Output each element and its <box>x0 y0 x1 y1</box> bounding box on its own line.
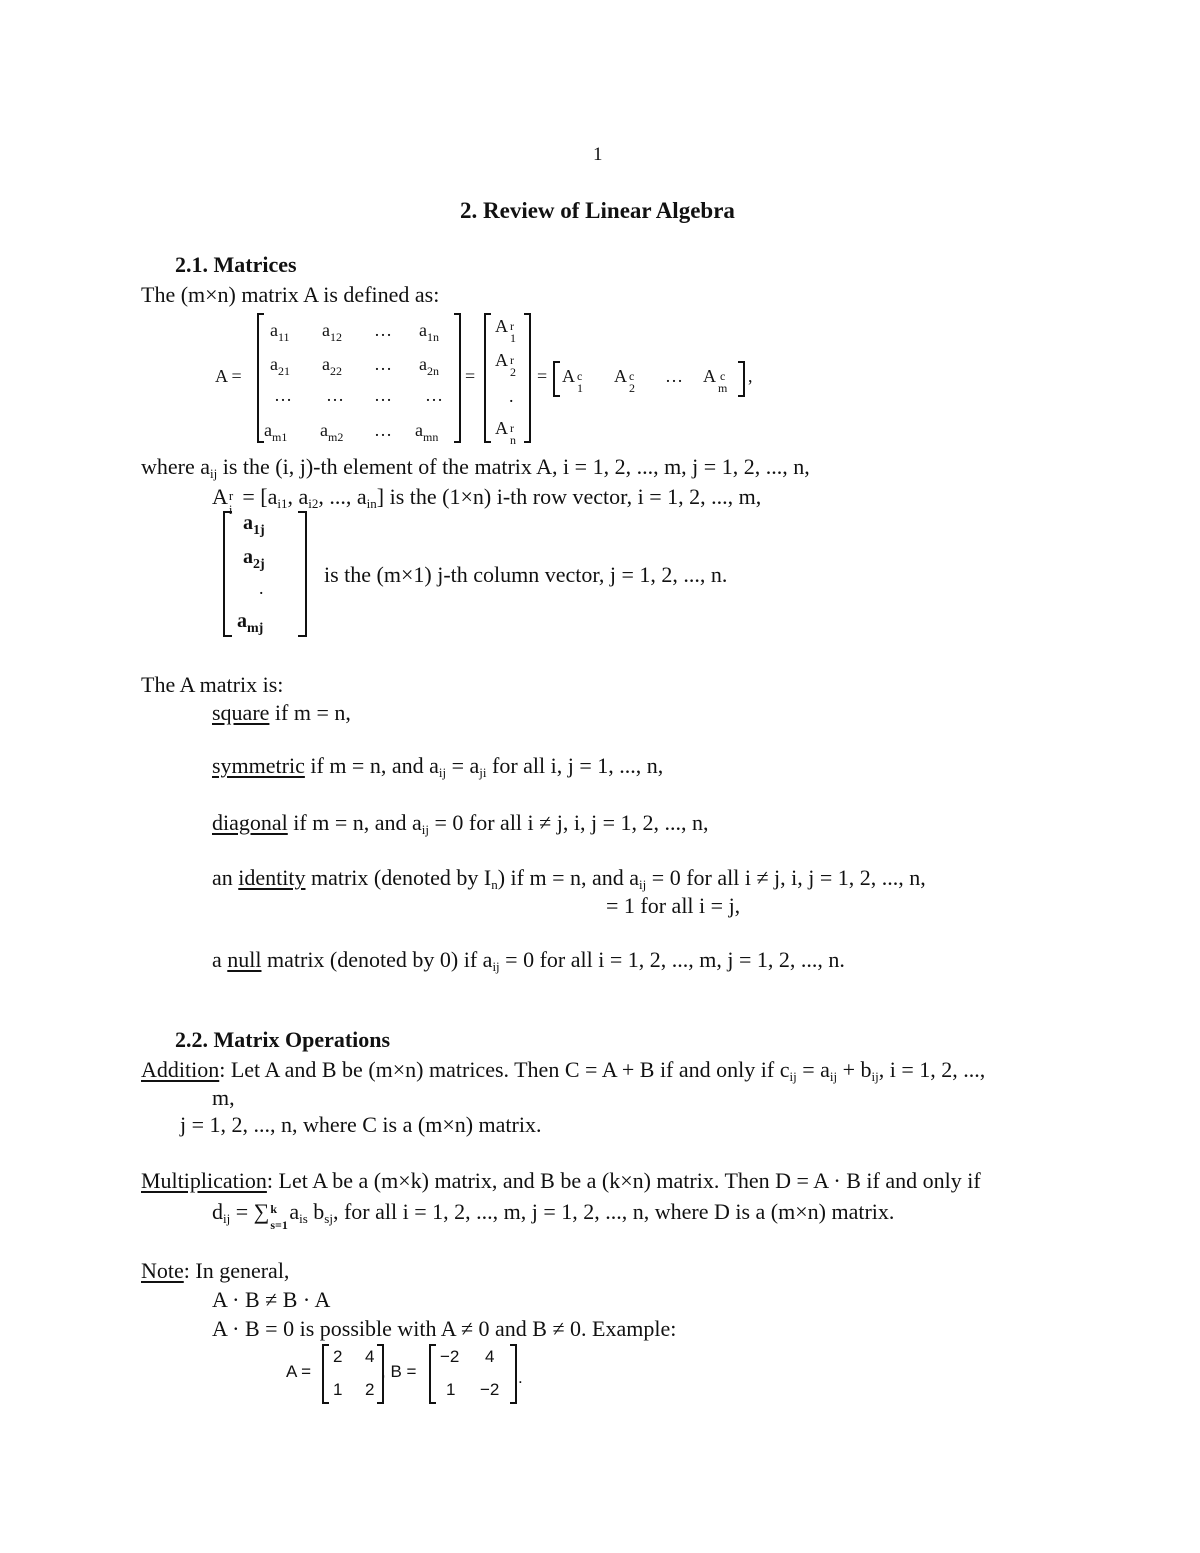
example-b-entry: −2 <box>440 1347 460 1366</box>
example-a-entry: 4 <box>365 1347 375 1366</box>
matrix-entry: $a_{11}$ <box>270 320 290 344</box>
row-stack-right-bracket <box>522 313 532 443</box>
type-identity: an identity matrix (denoted by $I_n$) if m = n, and $a_{ij} = 0$ for all i ≠ j, i, j = 1, 2, ..., n, <box>212 865 926 892</box>
matrix-ellipsis: … <box>425 385 443 405</box>
matrix-ellipsis: … <box>326 385 344 405</box>
matrix-entry: $a_{m1}$ <box>264 420 288 444</box>
addition-line2: m, <box>212 1085 235 1110</box>
example-a-left-bracket <box>321 1344 331 1404</box>
note-line3: A · B = 0 is possible with A ≠ 0 and B ≠ 0. Example: <box>212 1316 677 1341</box>
example-b-entry: 4 <box>485 1347 495 1366</box>
matrix-definition-intro: The (m×n) matrix A is defined as: <box>141 282 440 307</box>
type-diagonal: diagonal if m = n, and $a_{ij} = 0$ for all i ≠ j, i, j = 1, 2, ..., n, <box>212 810 709 837</box>
example-a-label: A = <box>286 1362 312 1381</box>
col-row-left-bracket <box>552 361 562 397</box>
matrix-entry: $a_{2n}$ <box>419 354 439 378</box>
matrix-entry: $a_{22}$ <box>322 354 342 378</box>
matrix-a-right-bracket <box>452 313 462 443</box>
column-vector-m: A c m <box>703 366 728 395</box>
term-square: square <box>212 700 270 725</box>
term-multiplication: Multiplication <box>141 1168 267 1193</box>
colj-entry-1: $a_{1j}$ <box>243 512 265 538</box>
multiplication-formula: $d_{ij}$ = ∑ k s=1 $a_{is}$ $b_{sj}$, for all i = 1, 2, ..., m, j = 1, 2, ..., n, where D is a (m×n) matrix. <box>212 1199 895 1232</box>
term-note: Note <box>141 1258 184 1283</box>
example-b-right-bracket <box>508 1344 518 1404</box>
multiplication-definition: Multiplication: Let A be a (m×k) matrix, and B be a (k×n) matrix. Then D = A · B if and only if <box>141 1168 981 1193</box>
where-line-row-vector: A r i = [$a_{i1}$, $a_{i2}$, ..., $a_{in}$] is the (1×n) i-th row vector, i = 1, 2, ..., m, <box>212 484 762 517</box>
row-vector-1: A r 1 <box>495 316 516 345</box>
row-vector-dot: . <box>509 386 514 406</box>
column-vector-2: A c 2 <box>614 366 635 395</box>
colj-entry-m: $a_{mj}$ <box>237 610 264 636</box>
example-end-period: . <box>518 1368 523 1387</box>
term-symmetric: symmetric <box>212 753 305 778</box>
type-identity-line2: = 1 for all i = j, <box>606 893 741 918</box>
colj-right-bracket <box>296 511 308 637</box>
note-heading: Note: In general, <box>141 1258 290 1283</box>
type-null: a null matrix (denoted by 0) if $a_{ij} = 0$ for all i = 1, 2, ..., m, j = 1, 2, ..., n. <box>212 947 845 974</box>
matrix-ellipsis: … <box>374 385 392 405</box>
colj-dot: . <box>259 578 264 598</box>
example-b-entry: 1 <box>446 1380 456 1399</box>
term-identity: identity <box>238 865 306 890</box>
row-stack-left-bracket <box>483 313 493 443</box>
matrix-entry: $a_{21}$ <box>270 354 290 378</box>
matrix-ellipsis: … <box>374 420 392 440</box>
term-diagonal: diagonal <box>212 810 288 835</box>
matrix-ellipsis: … <box>274 385 292 405</box>
example-a-entry: 1 <box>333 1380 343 1399</box>
matrix-entry: $a_{12}$ <box>322 320 342 344</box>
example-a-entry: 2 <box>365 1380 375 1399</box>
type-symmetric: symmetric if m = n, and $a_{ij} = a_{ji}$ for all i, j = 1, ..., n, <box>212 753 664 780</box>
term-null: null <box>227 947 262 972</box>
types-intro: The A matrix is: <box>141 672 284 697</box>
where-line-element: where $a_{ij}$ is the (i, j)-th element of the matrix A, i = 1, 2, ..., m, j = 1, 2, ..., n, <box>141 454 810 481</box>
matrix-ellipsis: … <box>665 366 683 386</box>
note-line2: A · B ≠ B · A <box>212 1287 331 1312</box>
type-square: square if m = n, <box>212 700 351 725</box>
matrix-entry: $a_{mn}$ <box>415 420 439 444</box>
addition-line3: j = 1, 2, ..., n, where C is a (m×n) matrix. <box>180 1112 542 1137</box>
page-number: 1 <box>593 144 603 165</box>
example-b-label: , B = <box>381 1362 417 1381</box>
column-vector-1: A c 1 <box>562 366 583 395</box>
colj-left-bracket <box>222 511 234 637</box>
col-row-right-bracket <box>736 361 746 397</box>
matrix-entry: $a_{1n}$ <box>419 320 439 344</box>
section-heading-matrices: 2.1. Matrices <box>175 252 297 277</box>
example-a-entry: 2 <box>333 1347 343 1366</box>
matrix-ellipsis: … <box>374 354 392 374</box>
example-b-entry: −2 <box>480 1380 500 1399</box>
row-vector-2: A r 2 <box>495 350 516 379</box>
colj-entry-2: $a_{2j}$ <box>243 546 265 572</box>
term-addition: Addition <box>141 1057 220 1082</box>
matrix-entry: $a_{m2}$ <box>320 420 344 444</box>
addition-definition: Addition: Let A and B be (m×n) matrices. Then C = A + B if and only if $c_{ij} = a_{ij} + b_{ij}$, i = 1, 2, ..., <box>141 1057 986 1084</box>
row-vector-n: A r n <box>495 418 516 447</box>
equals-sign: = <box>465 366 476 386</box>
colj-description: is the (m×1) j-th column vector, j = 1, 2, ..., n. <box>324 562 728 587</box>
matrix-a-label: A = <box>215 366 242 386</box>
example-b-left-bracket <box>428 1344 438 1404</box>
matrix-ellipsis: … <box>374 320 392 340</box>
section-heading-matrix-operations: 2.2. Matrix Operations <box>175 1027 391 1052</box>
page-title: 2. Review of Linear Algebra <box>460 198 735 223</box>
equals-sign: = <box>537 366 548 386</box>
comma: , <box>748 366 753 386</box>
